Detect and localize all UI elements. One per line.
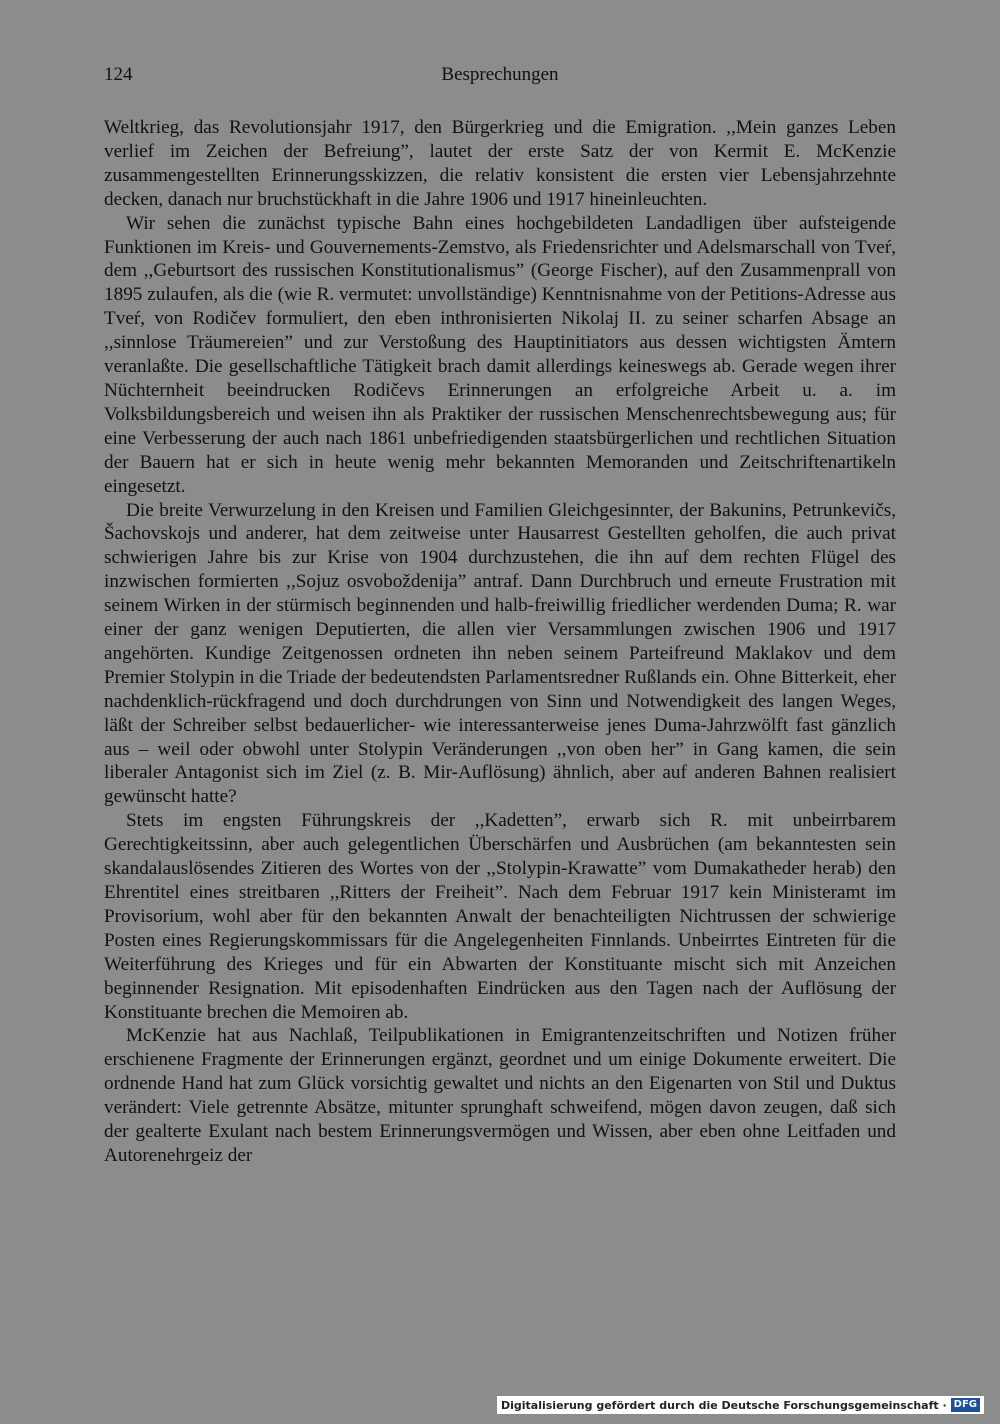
paragraph-5: McKenzie hat aus Nachlaß, Teilpublikationen in Emigrantenzeitschriften und Notizen früher erschienene Fragmente der Erinnerungen ergänzt, geordnet und um einige Dokumente erweitert. Die ordnende Hand hat zum Glück vorsichtig gewaltet und nichts an den Eigenarten von Stil und Duktus verändert: Viele getrennte Absätze, mitunter sprunghaft schweifend, mögen davon zeugen, daß sich der gealterte Exulant nach bestem Erinnerungsvermögen und Wissen, aber eben ohne Leitfaden und Autorenehrgeiz der: [104, 1025, 896, 1166]
running-title: Besprechungen: [441, 64, 559, 85]
paragraph-1: Weltkrieg, das Revolutionsjahr 1917, den Bürgerkrieg und die Emigration. ,,Mein ganzes Leben verlief im Zeichen der Befreiung”, lautet der erste Satz der von Kermit E. McKenzie zusammengestellten Erinnerungsskizzen, die relativ konsistent die ersten vier Lebensjahrzehnte decken, danach nur bruchstückhaft in die Jahre 1906 und 1917 hineinleuchten.: [104, 117, 896, 210]
page-number: 124: [104, 64, 133, 85]
paragraph-4: Stets im engsten Führungskreis der ,,Kadetten”, erwarb sich R. mit unbeirrbarem Gerechtigkeitssinn, aber auch gelegentlichen Überschärfen und Ausbrüchen (am bekanntesten sein skandalauslösendes Zitieren des Wortes von der ,,Stolypin-Krawatte” vom Dumakatheder herab) den Ehrentitel eines streitbaren ,,Ritters der Freiheit”. Nach dem Februar 1917 kein Ministeramt im Provisorium, wohl aber für den bekannten Anwalt der benachteiligten Nichtrussen der schwierige Posten eines Regierungskommissars für die Angelegenheiten Finnlands. Unbeirrtes Eintreten für die Weiterführung des Krieges und für ein Abwarten der Konstituante mischt sich mit Anzeichen beginnender Resignation. Mit episodenhaften Eindrücken aus den Tagen nach der Auflösung der Konstituante brechen die Memoiren ab.: [104, 810, 896, 1023]
digitization-credit: [497, 1396, 984, 1414]
page-header: [104, 64, 896, 90]
paragraph-3: Die breite Verwurzelung in den Kreisen und Familien Gleichgesinnter, der Bakunins, Petrunkevičs, Šachovskojs und anderer, hat dem zeitweise unter Hausarrest Gestellten geholfen, die auch privat schwierigen Jahre bis zur Krise von 1904 durchzustehen, die ihn auf dem rechten Flügel des inzwischen formierten ,,Sojuz osvoboždenija” antraf. Dann Durchbruch und erneute Frustration mit seinem Wirken in der stürmisch beginnenden und halb-freiwillig friedlicher werdenden Duma; R. war einer der ganz wenigen Deputierten, die allen vier Versammlungen zwischen 1906 und 1917 angehörten. Kundige Zeitgenossen ordneten ihn neben seinem Parteifreund Maklakov und dem Premier Stolypin in die Triade der bedeutendsten Parlamentsredner Rußlands ein. Ohne Bitterkeit, eher nachdenklich-rückfragend und doch durchdrungen von Sinn und Notwendigkeit des langen Weges, läßt der Schreiber selbst bedauerlicher- wie interessanterweise jenes Duma-Jahrzwölft fast gänzlich aus – weil oder obwohl unter Stolypin Veränderungen ,,von oben her” in Gang kamen, die sein liberaler Antagonist sich im Ziel (z. B. Mir-Auflösung) ähnlich, aber auf anderen Bahnen realisiert gewünscht hatte?: [104, 499, 896, 808]
dfg-logo: DFG: [951, 1398, 980, 1412]
paragraph-2: Wir sehen die zunächst typische Bahn eines hochgebildeten Landadligen über aufsteigende Funktionen im Kreis- und Gouvernements-Zemstvo, als Friedensrichter und Adelsmarschall von Tveŕ, dem ,,Geburtsort des russischen Konstitutionalismus” (George Fischer), auf den Zusammenprall von 1895 zulaufen, als die (wie R. vermutet: unvollständige) Kenntnisnahme von der Petitions-Adresse aus Tveŕ, von Rodičev formuliert, den eben inthronisierten Nikolaj II. zu seiner scharfen Absage an ,,sinnlose Träumereien” und zur Verstoßung des Hauptinitiators aus dessen wichtigsten Ämtern veranlaßte. Die gesellschaftliche Tätigkeit brach damit allerdings keineswegs ab. Gerade wegen ihrer Nüchternheit beeindrucken Rodičevs Erinnerungen an erfolgreiche Arbeit u. a. im Volksbildungsbereich und weisen ihn als Praktiker der russischen Menschenrechtsbewegung aus; für eine Verbesserung der auch nach 1861 unbefriedigenden staatsbürgerlichen und rechtlichen Situation der Bauern hat er sich in heute wenig mehr bekannten Memoranden und Zeitschriftenartikeln eingesetzt.: [104, 212, 896, 497]
body-text: [104, 116, 896, 1168]
credit-text: Digitalisierung gefördert durch die Deutsche Forschungsgemeinschaft ·: [500, 1398, 947, 1412]
